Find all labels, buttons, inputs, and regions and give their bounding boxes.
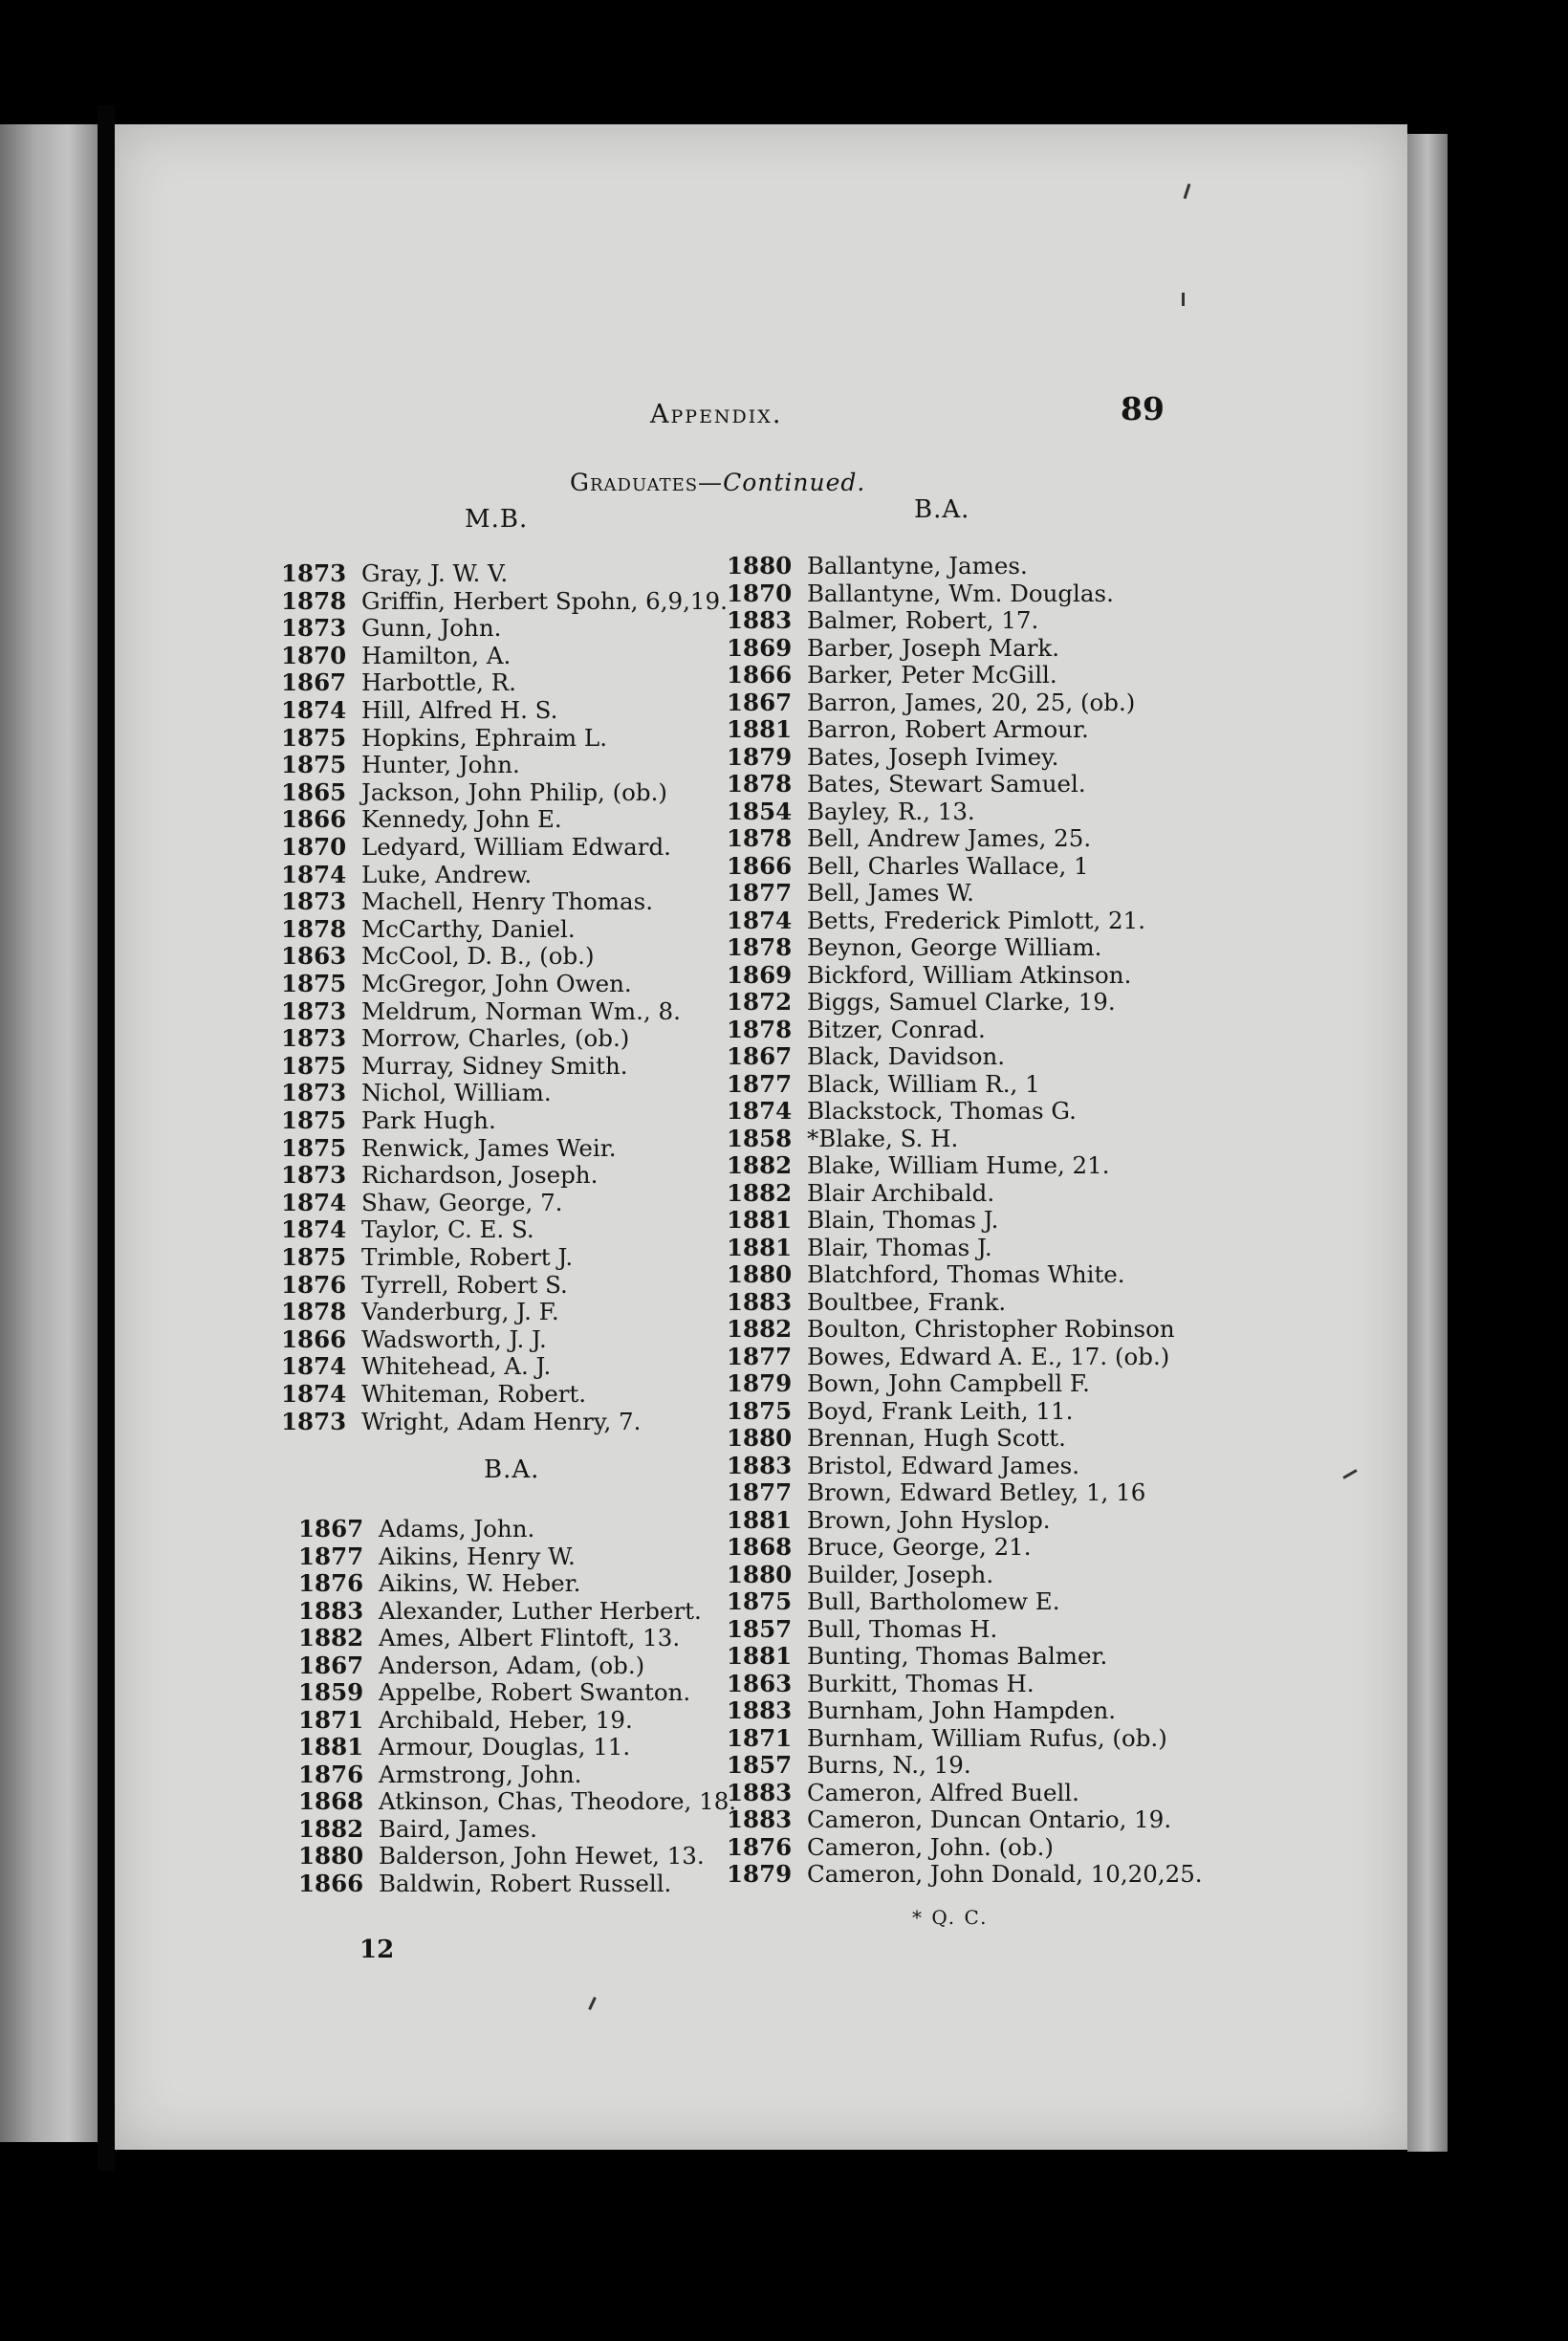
graduate-entry [727,1752,971,1779]
graduation-year: 1876 [298,1569,364,1597]
graduate-entry [281,1107,496,1134]
graduate-name: Blackstock, Thomas G. [807,1097,1077,1125]
graduate-name: Bickford, William Atkinson. [807,960,1132,989]
graduate-name: Armstrong, John. [379,1760,582,1788]
graduate-entry [281,1409,641,1435]
graduation-year: 1867 [298,1515,364,1542]
graduation-year: 1873 [281,996,347,1025]
graduation-year: 1874 [727,906,793,934]
graduate-name: Whiteman, Robert. [361,1380,587,1408]
graduate-name: Bell, James W. [807,879,974,907]
graduation-year: 1878 [281,914,347,943]
graduation-year: 1874 [281,1380,347,1408]
graduate-name: Park Hugh. [361,1106,496,1134]
graduate-entry [727,825,1091,852]
binding-gutter [98,105,115,2171]
graduate-name: Harbottle, R. [361,668,516,697]
graduate-name: Atkinson, Chas, Theodore, 18. [379,1787,737,1815]
graduation-year: 1877 [298,1542,364,1570]
graduation-year: 1866 [281,1324,347,1353]
graduation-year: 1868 [727,1533,793,1561]
graduate-entry [727,1126,958,1152]
graduate-entry [298,1734,630,1761]
graduate-entry [727,1289,1006,1316]
graduation-year: 1879 [727,742,793,771]
graduation-year: 1870 [281,641,347,669]
graduate-entry [727,989,1116,1016]
graduation-year: 1882 [298,1814,364,1843]
graduation-year: 1883 [298,1596,364,1625]
graduation-year: 1873 [281,887,347,916]
graduate-entry [727,689,1135,716]
graduate-entry [727,580,1114,607]
graduation-year: 1880 [727,1560,793,1588]
graduate-entry [281,697,557,724]
graduate-entry [281,1216,534,1243]
graduate-name: Baird, James. [379,1814,537,1843]
graduation-year: 1872 [727,988,793,1016]
footnote: * Q. C. [912,1906,989,1929]
graduation-year: 1867 [727,688,793,716]
graduate-name: Blair, Thomas J. [807,1233,992,1261]
graduation-year: 1883 [727,1778,793,1806]
graduation-year: 1873 [281,1407,347,1435]
graduate-name: Hamilton, A. [361,641,512,669]
graduate-entry [281,971,632,997]
graduation-year: 1869 [727,960,793,989]
graduate-name: Builder, Joseph. [807,1560,994,1588]
graduate-name: Aikins, W. Heber. [379,1569,581,1597]
page-number: 89 [1121,390,1165,427]
graduate-name: Betts, Frederick Pimlott, 21. [807,906,1146,934]
graduate-name: Ballantyne, James. [807,552,1028,580]
graduate-entry [727,799,975,825]
graduate-entry [727,1344,1169,1370]
graduate-entry [298,1570,580,1597]
graduation-year: 1874 [281,1352,347,1381]
graduation-year: 1876 [281,1270,347,1299]
graduate-entry [281,1272,568,1299]
graduate-entry [727,1235,992,1261]
graduate-name: Boyd, Frank Leith, 11. [807,1396,1074,1425]
graduate-entry [727,853,1089,880]
graduate-entry [281,1381,586,1408]
graduate-name: Luke, Andrew. [361,860,533,888]
graduate-name: Bell, Andrew James, 25. [807,824,1092,852]
graduation-year: 1880 [727,1424,793,1452]
graduate-entry [727,771,1086,798]
graduate-entry [727,1453,1079,1479]
graduate-entry [727,1534,1032,1561]
graduate-entry [281,862,532,888]
graduate-name: Blatchford, Thomas White. [807,1260,1125,1288]
graduate-entry [281,779,667,806]
graduate-entry [281,1080,552,1106]
graduate-name: Ledyard, William Edward. [361,833,671,861]
graduate-entry [727,934,1101,961]
graduate-entry [727,962,1131,989]
graduation-year: 1875 [281,1243,347,1271]
graduate-name: Appelbe, Robert Swanton. [379,1678,691,1706]
graduation-year: 1881 [727,1206,793,1234]
graduate-entry [727,1207,998,1234]
graduate-name: Blake, William Hume, 21. [807,1151,1110,1179]
graduate-entry [281,998,681,1025]
graduation-year: 1874 [281,860,347,888]
graduate-entry [727,553,1028,580]
graduate-name: Alexander, Luther Herbert. [379,1596,702,1625]
graduation-year: 1873 [281,1079,347,1107]
graduation-year: 1878 [727,824,793,852]
graduate-entry [298,1516,534,1542]
graduation-year: 1883 [727,1805,793,1833]
graduate-entry [727,1725,1167,1752]
graduation-year: 1866 [281,805,347,834]
graduation-year: 1859 [298,1678,364,1706]
graduate-name: Bowes, Edward A. E., 17. (ob.) [807,1342,1170,1370]
graduate-entry [727,1071,1040,1098]
graduate-entry [281,1025,629,1052]
ba-right-column-heading: B.A. [914,495,970,524]
graduation-year: 1882 [298,1624,364,1652]
graduate-name: Richardson, Joseph. [361,1161,599,1190]
graduate-name: Taylor, C. E. S. [361,1215,534,1244]
graduate-entry [281,1244,573,1271]
graduate-entry [281,725,607,752]
graduate-name: Bull, Bartholomew E. [807,1587,1060,1615]
graduate-entry [727,1152,1110,1179]
graduate-entry [298,1679,690,1706]
graduate-name: Murray, Sidney Smith. [361,1051,628,1080]
graduate-name: Shaw, George, 7. [361,1188,563,1216]
graduate-name: Bown, John Campbell F. [807,1369,1090,1397]
graduate-name: Hunter, John. [361,751,520,779]
graduate-name: Barker, Peter McGill. [807,661,1057,689]
graduation-year: 1858 [727,1124,793,1152]
graduate-entry [298,1816,537,1843]
graduation-year: 1871 [727,1723,793,1752]
graduation-year: 1882 [727,1315,793,1343]
graduation-year: 1871 [298,1705,364,1734]
graduate-entry [281,560,508,587]
signature-mark: 12 [359,1936,395,1964]
graduate-name: Wadsworth, J. J. [361,1324,547,1353]
graduate-name: Barron, Robert Armour. [807,715,1089,743]
graduate-entry [727,1017,986,1043]
graduate-entry [281,1162,598,1189]
graduate-name: Ames, Albert Flintoft, 13. [379,1624,681,1652]
graduate-entry [281,1135,617,1162]
graduate-entry [727,1398,1073,1425]
graduation-year: 1870 [281,833,347,861]
graduate-name: Bates, Stewart Samuel. [807,770,1086,798]
graduate-name: Bayley, R., 13. [807,797,975,825]
graduate-name: Renwick, James Weir. [361,1133,617,1162]
graduate-name: Black, William R., 1 [807,1069,1040,1098]
graduation-year: 1879 [727,1860,793,1888]
graduate-name: Baldwin, Robert Russell. [379,1869,672,1897]
graduate-entry [281,752,520,778]
graduate-name: Kennedy, John E. [361,805,562,834]
graduate-name: Bitzer, Conrad. [807,1015,986,1043]
graduate-name: Gunn, John. [361,614,502,643]
graduation-year: 1881 [727,1505,793,1534]
graduate-name: Balderson, John Hewet, 13. [379,1842,705,1870]
graduate-name: Blair Archibald. [807,1178,995,1207]
graduation-year: 1880 [727,552,793,580]
graduate-entry [298,1543,576,1570]
graduation-year: 1878 [281,1298,347,1326]
graduate-name: Boultbee, Frank. [807,1287,1007,1316]
graduate-entry [281,943,595,970]
graduate-name: Bell, Charles Wallace, 1 [807,851,1089,880]
graduate-entry [298,1761,581,1788]
graduation-year: 1873 [281,1161,347,1190]
graduation-year: 1863 [727,1669,793,1697]
graduate-entry [298,1625,680,1652]
graduation-year: 1875 [281,970,347,997]
graduation-year: 1881 [727,1233,793,1261]
graduate-name: Hill, Alfred H. S. [361,696,558,724]
graduate-entry [281,1353,551,1380]
graduate-name: Jackson, John Philip, (ob.) [361,777,667,806]
graduation-year: 1875 [281,1133,347,1162]
graduate-name: Anderson, Adam, (ob.) [379,1651,645,1679]
graduate-entry [281,1190,562,1216]
graduation-year: 1875 [281,723,347,752]
graduate-name: Biggs, Samuel Clarke, 19. [807,988,1116,1016]
graduation-year: 1880 [298,1842,364,1870]
graduate-entry [727,744,1058,771]
graduate-entry [727,1180,994,1207]
graduate-name: Meldrum, Norman Wm., 8. [361,996,681,1025]
graduation-year: 1877 [727,1342,793,1370]
graduate-name: Beynon, George William. [807,933,1102,961]
graduate-name: Gray, J. W. V. [361,559,509,587]
graduation-year: 1880 [727,1260,793,1288]
graduation-year: 1876 [298,1760,364,1788]
graduation-year: 1866 [727,661,793,689]
graduate-entry [727,662,1057,689]
graduate-name: Blain, Thomas J. [807,1206,999,1234]
running-head: Appendix. [650,400,783,429]
right-page-edge [1407,134,1448,2152]
graduate-entry [727,716,1089,743]
graduation-year: 1883 [727,1451,793,1479]
graduate-name: Cameron, John. (ob.) [807,1832,1054,1861]
graduation-year: 1867 [298,1651,364,1679]
graduation-year: 1875 [281,751,347,779]
graduate-entry [298,1707,633,1734]
graduate-entry [298,1598,702,1625]
graduation-year: 1866 [298,1869,364,1897]
graduate-entry [281,588,728,615]
graduate-name: Bull, Thomas H. [807,1614,998,1643]
graduate-name: Bruce, George, 21. [807,1533,1032,1561]
graduation-year: 1874 [281,696,347,724]
graduation-year: 1857 [727,1751,793,1779]
graduate-name: McGregor, John Owen. [361,970,632,997]
graduate-name: Cameron, John Donald, 10,20,25. [807,1860,1203,1888]
graduate-name: Ballantyne, Wm. Douglas. [807,579,1114,607]
graduate-name: Cameron, Alfred Buell. [807,1778,1079,1806]
section-heading-label: Graduates— [570,469,724,496]
graduation-year: 1874 [281,1215,347,1244]
graduate-name: Balmer, Robert, 17. [807,606,1039,634]
graduate-name: Boulton, Christopher Robinson [807,1315,1175,1343]
graduate-entry [727,635,1059,662]
graduate-name: Bristol, Edward James. [807,1451,1079,1479]
graduation-year: 1869 [727,633,793,662]
graduate-entry [727,1479,1145,1506]
graduate-name: Barber, Joseph Mark. [807,633,1060,662]
graduate-name: Hopkins, Ephraim L. [361,723,607,752]
graduate-name: Machell, Henry Thomas. [361,887,653,916]
graduate-entry [281,669,516,696]
graduate-name: Tyrrell, Robert S. [361,1270,568,1299]
graduation-year: 1877 [727,1478,793,1506]
graduation-year: 1883 [727,1287,793,1316]
graduate-entry [727,1861,1203,1888]
graduate-entry [727,1588,1059,1615]
graduation-year: 1865 [281,777,347,806]
graduate-name: Burnham, William Rufus, (ob.) [807,1723,1167,1752]
graduate-entry [727,1697,1116,1724]
graduation-year: 1875 [727,1396,793,1425]
graduate-entry [727,1806,1171,1833]
graduate-name: Armour, Douglas, 11. [379,1733,631,1761]
graduation-year: 1870 [727,579,793,607]
graduation-year: 1881 [298,1733,364,1761]
graduate-name: Cameron, Duncan Ontario, 19. [807,1805,1172,1833]
graduate-entry [727,1562,993,1588]
graduation-year: 1878 [727,1015,793,1043]
graduate-entry [727,908,1145,934]
graduation-year: 1868 [298,1787,364,1815]
graduation-year: 1873 [281,1024,347,1053]
graduate-name: Barron, James, 20, 25, (ob.) [807,688,1136,716]
graduation-year: 1857 [727,1614,793,1643]
graduate-name: Whitehead, A. J. [361,1352,552,1381]
graduate-name: Vanderburg, J. F. [361,1298,559,1326]
graduate-entry [727,1316,1175,1343]
graduate-entry [281,834,671,861]
graduation-year: 1866 [727,851,793,880]
mb-column-heading: M.B. [465,505,529,534]
graduation-year: 1873 [281,559,347,587]
graduate-entry [727,880,974,907]
section-heading-continued: Continued. [723,469,866,496]
graduation-year: 1875 [727,1587,793,1615]
graduate-entry [298,1871,671,1897]
graduation-year: 1878 [727,770,793,798]
graduation-year: 1882 [727,1178,793,1207]
graduate-entry [281,615,501,642]
graduate-name: Brennan, Hugh Scott. [807,1424,1066,1452]
graduate-name: Aikins, Henry W. [379,1542,576,1570]
graduation-year: 1854 [727,797,793,825]
graduate-name: Morrow, Charles, (ob.) [361,1024,630,1053]
graduate-entry [727,1261,1125,1288]
graduation-year: 1876 [727,1832,793,1861]
graduate-name: McCool, D. B., (ob.) [361,942,595,971]
graduation-year: 1883 [727,1696,793,1724]
graduate-entry [727,1780,1079,1806]
graduation-year: 1867 [281,668,347,697]
ba-left-column-heading: B.A. [484,1455,540,1484]
graduation-year: 1877 [727,879,793,907]
graduation-year: 1873 [281,614,347,643]
graduate-entry [281,643,511,669]
graduation-year: 1878 [281,586,347,615]
graduate-name: Brown, Edward Betley, 1, 16 [807,1478,1146,1506]
graduate-entry [727,1643,1107,1670]
graduation-year: 1877 [727,1069,793,1098]
graduation-year: 1879 [727,1369,793,1397]
graduate-name: Burns, N., 19. [807,1751,971,1779]
graduate-name: Black, Davidson. [807,1042,1006,1070]
graduate-entry [281,1299,559,1325]
graduate-entry [727,1043,1005,1070]
graduate-entry [727,1507,1051,1534]
graduation-year: 1875 [281,1106,347,1134]
graduate-entry [281,916,576,943]
graduate-name: Trimble, Robert J. [361,1243,574,1271]
graduation-year: 1881 [727,1642,793,1670]
graduate-entry [298,1788,736,1815]
graduate-name: Burnham, John Hampden. [807,1696,1117,1724]
graduate-entry [281,1326,547,1353]
graduation-year: 1878 [727,933,793,961]
graduate-entry [298,1843,705,1870]
left-page-edge [0,124,98,2142]
graduation-year: 1874 [727,1097,793,1125]
graduate-entry [727,1425,1066,1452]
graduate-name: Griffin, Herbert Spohn, 6,9,19. [361,586,728,615]
graduation-year: 1874 [281,1188,347,1216]
graduate-name: *Blake, S. H. [807,1124,959,1152]
graduate-entry [281,806,562,833]
graduation-year: 1867 [727,1042,793,1070]
ink-mark [1182,293,1185,306]
graduate-name: Bates, Joseph Ivimey. [807,742,1059,771]
graduate-entry [727,1098,1077,1125]
graduation-year: 1863 [281,942,347,971]
graduate-entry [727,1370,1090,1397]
graduate-name: Brown, John Hyslop. [807,1505,1051,1534]
graduate-entry [727,607,1038,634]
graduation-year: 1875 [281,1051,347,1080]
graduation-year: 1881 [727,715,793,743]
graduate-entry [727,1616,997,1643]
section-heading [570,469,865,496]
graduation-year: 1883 [727,606,793,634]
graduate-entry [727,1671,1034,1697]
graduate-name: Nichol, William. [361,1079,552,1107]
graduate-entry [298,1652,644,1679]
graduation-year: 1882 [727,1151,793,1179]
graduate-entry [727,1834,1054,1861]
graduate-name: Wright, Adam Henry, 7. [361,1407,642,1435]
graduate-name: Bunting, Thomas Balmer. [807,1642,1108,1670]
graduate-entry [281,1053,628,1080]
graduate-entry [281,888,653,915]
graduate-name: McCarthy, Daniel. [361,914,576,943]
graduate-name: Adams, John. [379,1515,535,1542]
graduate-name: Archibald, Heber, 19. [379,1705,633,1734]
graduate-name: Burkitt, Thomas H. [807,1669,1034,1697]
